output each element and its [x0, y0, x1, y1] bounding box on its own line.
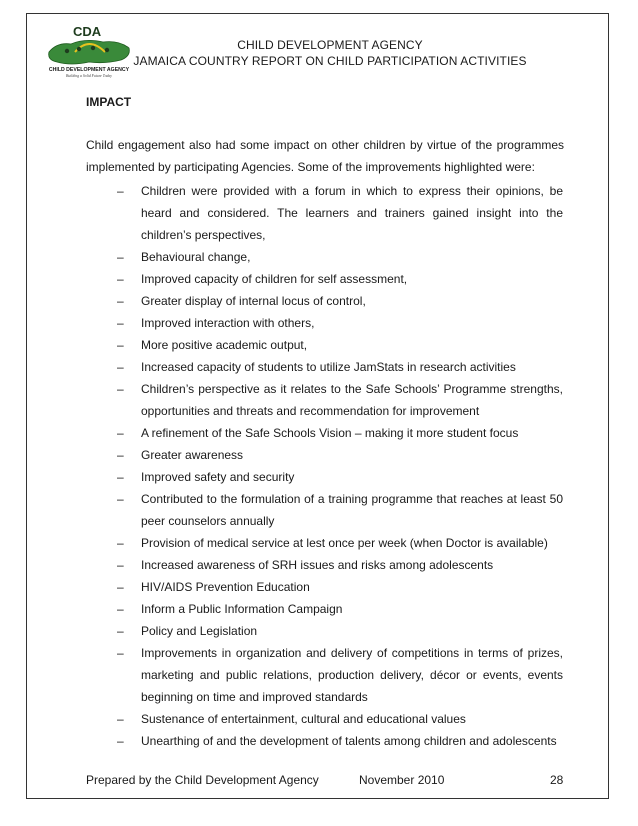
list-item-text: Contributed to the formulation of a training programme that reaches at least 50 peer counselors annually	[141, 492, 563, 528]
list-bullet: –	[117, 382, 124, 396]
svg-text:Building a Solid Future Today: Building a Solid Future Today	[66, 74, 112, 78]
list-bullet: –	[117, 646, 124, 660]
list-item	[117, 488, 563, 532]
list-item-text: Improved interaction with others,	[141, 316, 315, 330]
list-item-text: Behavioural change,	[141, 250, 251, 264]
list-item	[117, 444, 563, 466]
list-item	[117, 532, 563, 554]
list-item-text: Improved capacity of children for self assessment,	[141, 272, 408, 286]
list-item	[117, 554, 563, 576]
footer-prepared-by: Prepared by the Child Development Agency	[86, 773, 319, 787]
list-item-text: Children’s perspective as it relates to the Safe Schools’ Programme strengths, opportunities and threats and recommendation for improvement	[141, 382, 563, 418]
list-item	[117, 598, 563, 620]
list-bullet: –	[117, 536, 124, 550]
list-bullet: –	[117, 360, 124, 374]
list-item	[117, 708, 563, 730]
list-item	[117, 290, 563, 312]
list-bullet: –	[117, 734, 124, 748]
list-bullet: –	[117, 558, 124, 572]
list-item	[117, 642, 563, 708]
list-item-text: Policy and Legislation	[141, 624, 258, 638]
list-bullet: –	[117, 624, 124, 638]
section-heading: IMPACT	[86, 95, 132, 109]
list-item	[117, 466, 563, 488]
list-item	[117, 576, 563, 598]
list-bullet: –	[117, 250, 124, 264]
list-item-text: Children were provided with a forum in which to express their opinions, be heard and considered. The learners and trainers gained insight into the children’s perspectives,	[141, 184, 563, 242]
list-item-text: Unearthing of and the development of talents among children and adolescents	[141, 734, 557, 748]
list-item-text: Sustenance of entertainment, cultural and educational values	[141, 712, 466, 726]
intro-line-2: implemented by participating Agencies. Some of the improvements highlighted were:	[86, 160, 535, 174]
list-item	[117, 268, 563, 290]
list-item-text: Greater awareness	[141, 448, 244, 462]
list-bullet: –	[117, 316, 124, 330]
svg-text:CDA: CDA	[73, 24, 102, 39]
list-item	[117, 422, 563, 444]
list-item-text: Provision of medical service at lest once per week (when Doctor is available)	[141, 536, 548, 550]
header-agency-name: CHILD DEVELOPMENT AGENCY	[237, 38, 423, 52]
list-bullet: –	[117, 294, 124, 308]
list-bullet: –	[117, 492, 124, 506]
list-item	[117, 246, 563, 268]
list-item	[117, 312, 563, 334]
list-item-text: Inform a Public Information Campaign	[141, 602, 343, 616]
list-bullet: –	[117, 184, 124, 198]
list-bullet: –	[117, 272, 124, 286]
list-item	[117, 334, 563, 356]
list-item-text: A refinement of the Safe Schools Vision – making it more student focus	[141, 426, 519, 440]
footer-date: November 2010	[359, 773, 445, 787]
list-bullet: –	[117, 426, 124, 440]
list-item-text: More positive academic output,	[141, 338, 308, 352]
list-bullet: –	[117, 602, 124, 616]
improvements-list	[117, 180, 563, 752]
list-bullet: –	[117, 470, 124, 484]
list-item-text: Improved safety and security	[141, 470, 295, 484]
list-item-text: Improvements in organization and delivery of competitions in terms of prizes, marketing and public relations, production delivery, décor or events, events beginning on time and improved standards	[141, 646, 563, 704]
list-item	[117, 730, 563, 752]
list-item-text: Increased capacity of students to utilize JamStats in research activities	[141, 360, 516, 374]
list-bullet: –	[117, 338, 124, 352]
list-bullet: –	[117, 712, 124, 726]
list-item-text: HIV/AIDS Prevention Education	[141, 580, 310, 594]
list-item-text: Increased awareness of SRH issues and risks among adolescents	[141, 558, 494, 572]
list-item-text: Greater display of internal locus of control,	[141, 294, 366, 308]
intro-line-1: Child engagement also had some impact on other children by virtue of the programmes	[86, 138, 564, 152]
list-bullet: –	[117, 580, 124, 594]
list-bullet: –	[117, 448, 124, 462]
svg-text:CHILD DEVELOPMENT AGENCY: CHILD DEVELOPMENT AGENCY	[48, 67, 130, 73]
list-item	[117, 378, 563, 422]
header-report-title: JAMAICA COUNTRY REPORT ON CHILD PARTICIPATION ACTIVITIES	[133, 54, 527, 68]
cda-logo	[45, 22, 133, 80]
intro-paragraph	[86, 134, 564, 178]
footer-page-number: 28	[550, 773, 564, 787]
list-item	[117, 180, 563, 246]
list-item	[117, 620, 563, 642]
list-item	[117, 356, 563, 378]
